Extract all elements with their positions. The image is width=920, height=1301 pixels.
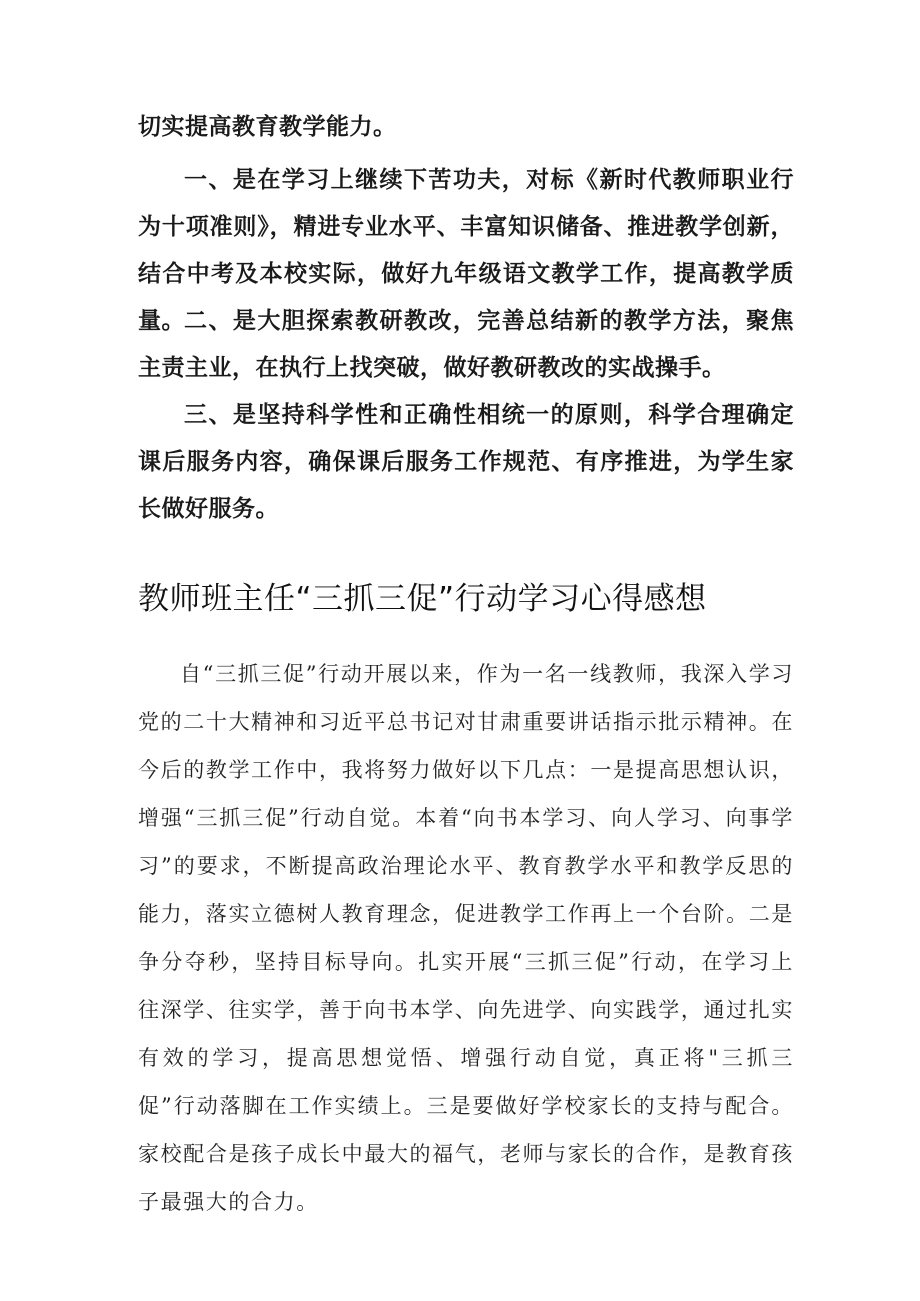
section-title: 教师班主任“三抓三促”行动学习心得感想 [138, 581, 707, 617]
point-two-paragraph: 二、是大胆探索教研教改，完善总结新的教学方法，聚焦主责主业，在执行上找突破，做好教研教改的实战操手。 [138, 308, 794, 381]
point-three-paragraph: 三、是坚持科学性和正确性相统一的原则，科学合理确定课后服务内容，确保课后服务工作规范、有序推进，为学生家长做好服务。 [138, 402, 794, 522]
carryover-paragraph: 切实提高教育教学能力。 [138, 114, 397, 140]
section-body-paragraph: 自“三抓三促”行动开展以来，作为一名一线教师，我深入学习党的二十大精神和习近平总书记对甘肃重要讲话指示批示精神。在今后的教学工作中，我将努力做好以下几点：一是提高思想认识，增强“三抓三促”行动自觉。本着“向书本学习、向人学习、向事学习”的要求，不断提高政治理论水平、教育教学水平和教学反思的能力，落实立德树人教育理念，促进教学工作再上一个台阶。二是争分夺秒，坚持目标导向。扎实开展“三抓三促”行动，在学习上往深学、往实学，善于向书本学、向先进学、向实践学，通过扎实有效的学习，提高思想觉悟、增强行动自觉，真正将"三抓三促”行动落脚在工作实绩上。三是要做好学校家长的支持与配合。家校配合是孩子成长中最大的福气，老师与家长的合作，是教育孩子最强大的合力。 [138, 662, 794, 1214]
point-one-paragraph: 一、是在学习上继续下苦功夫，对标《新时代教师职业行为十项准则》，精进专业水平、丰富知识储备、推进教学创新，结合中考及本校实际，做好九年级语文教学工作，提高教学质量。 [138, 167, 794, 334]
